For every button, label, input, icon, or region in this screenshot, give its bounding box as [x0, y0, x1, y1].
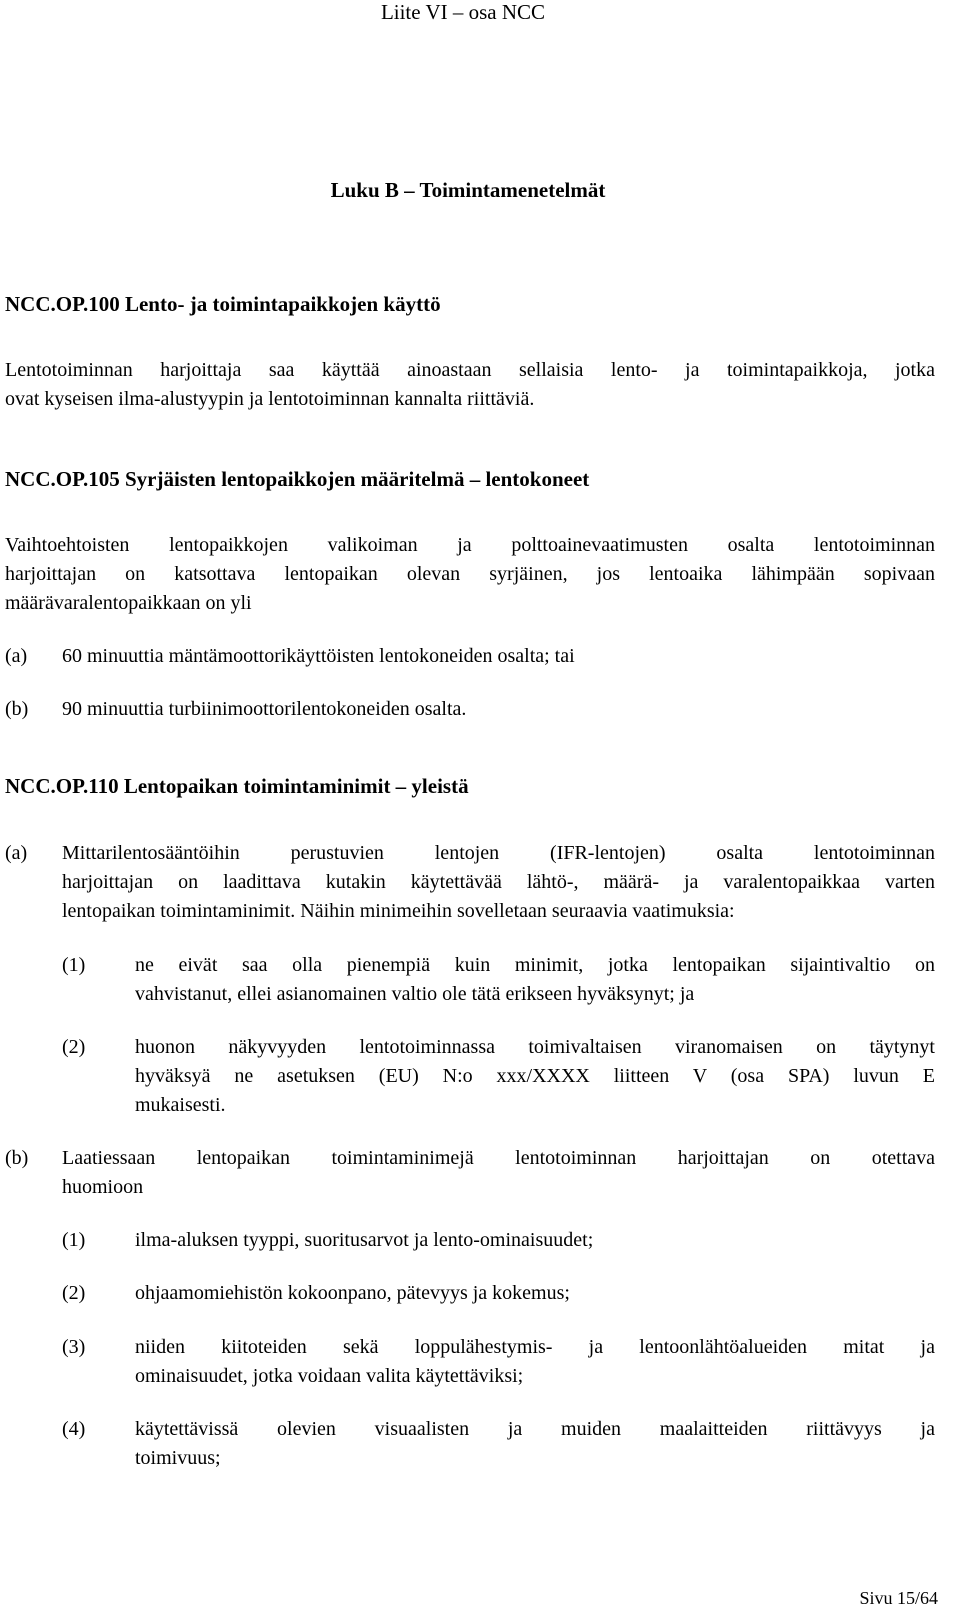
op110-b3-label: (3) — [62, 1336, 86, 1358]
op105-item-a-text: 60 minuuttia mäntämoottorikäyttöisten lentokoneiden osalta; tai — [62, 645, 575, 667]
op110-a-line-3: lentopaikan toimintaminimit. Näihin minimeihin sovelletaan seuraavia vaatimuksia: — [62, 900, 735, 922]
section-heading-op105: NCC.OP.105 Syrjäisten lentopaikkojen määritelmä – lentokoneet — [5, 467, 590, 491]
op110-a-line-2: harjoittajan on laadittava kutakin käytettävää lähtö-, määrä- ja varalentopaikkaa varten — [62, 871, 935, 893]
op110-b2-label: (2) — [62, 1282, 86, 1304]
op110-b-line-1: Laatiessaan lentopaikan toimintaminimejä lentotoiminnan harjoittajan on otettava — [62, 1147, 935, 1169]
op110-b4-line-2: toimivuus; — [135, 1447, 221, 1469]
op100-line-2: ovat kyseisen ilma-alustyypin ja lentotoiminnan kannalta riittäviä. — [5, 388, 535, 410]
section-heading-op110: NCC.OP.110 Lentopaikan toimintaminimit – yleistä — [5, 774, 469, 798]
op110-a-label: (a) — [5, 842, 28, 864]
op105-line-2: harjoittajan on katsottava lentopaikan olevan syrjäinen, jos lentoaika lähimpään sopivaan — [5, 563, 935, 585]
op110-a1-label: (1) — [62, 954, 86, 976]
op105-item-b-text: 90 minuuttia turbiinimoottorilentokoneiden osalta. — [62, 698, 467, 720]
op105-line-1: Vaihtoehtoisten lentopaikkojen valikoiman ja polttoainevaatimusten osalta lentotoiminnan — [5, 534, 935, 556]
op110-a2-label: (2) — [62, 1036, 86, 1058]
op110-b2-line-1: ohjaamomiehistön kokoonpano, pätevyys ja kokemus; — [135, 1282, 570, 1304]
op110-b1-label: (1) — [62, 1229, 86, 1251]
op105-item-a-label: (a) — [5, 645, 28, 667]
op105-line-3: määrävaralentopaikkaan on yli — [5, 592, 252, 614]
op110-a1-line-2: vahvistanut, ellei asianomainen valtio ole tätä erikseen hyväksynyt; ja — [135, 983, 695, 1005]
op110-b1-line-1: ilma-aluksen tyyppi, suoritusarvot ja lento-ominaisuudet; — [135, 1229, 594, 1251]
op105-item-b-label: (b) — [5, 698, 29, 720]
op110-b-label: (b) — [5, 1147, 29, 1169]
op110-b3-line-2: ominaisuudet, jotka voidaan valita käytettäviksi; — [135, 1365, 524, 1387]
chapter-title: Luku B – Toimintamenetelmät — [330, 178, 606, 202]
op110-a2-line-1: huonon näkyvyyden lentotoiminnassa toimivaltaisen viranomaisen on täytynyt — [135, 1036, 935, 1058]
op110-b4-label: (4) — [62, 1418, 86, 1440]
op110-b4-line-1: käytettävissä olevien visuaalisten ja muiden maalaitteiden riittävyys ja — [135, 1418, 935, 1440]
op110-a-line-1: Mittarilentosääntöihin perustuvien lentojen (IFR-lentojen) osalta lentotoiminnan — [62, 842, 935, 864]
op110-a1-line-1: ne eivät saa olla pienempiä kuin minimit, jotka lentopaikan sijaintivaltio on — [135, 954, 935, 976]
section-heading-op100: NCC.OP.100 Lento- ja toimintapaikkojen käyttö — [5, 292, 441, 316]
op110-b-line-2: huomioon — [62, 1176, 144, 1198]
page-number: Sivu 15/64 — [859, 1588, 938, 1608]
page-header: Liite VI – osa NCC — [380, 0, 546, 24]
op110-a2-line-3: mukaisesti. — [135, 1094, 226, 1116]
op110-b3-line-1: niiden kiitoteiden sekä loppulähestymis- ja lentoonlähtöalueiden mitat ja — [135, 1336, 935, 1358]
op110-a2-line-2: hyväksyä ne asetuksen (EU) N:o xxx/XXXX liitteen V (osa SPA) luvun E — [135, 1065, 935, 1087]
op100-line-1: Lentotoiminnan harjoittaja saa käyttää ainoastaan sellaisia lento- ja toimintapaikkoja, jotka — [5, 359, 935, 381]
